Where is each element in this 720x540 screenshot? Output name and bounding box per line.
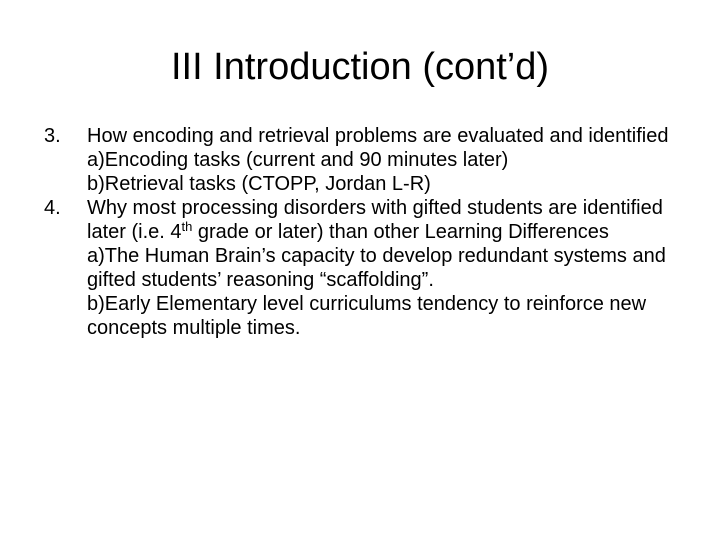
- sub-item-human-brain: a)The Human Brain’s capacity to develop redundant systems and gifted students’ reasoning “scaffolding”.: [87, 245, 666, 291]
- sub-item-encoding: a)Encoding tasks (current and 90 minutes later): [87, 149, 509, 171]
- slide-body: [44, 124, 704, 340]
- ordinal-superscript: th: [181, 219, 193, 234]
- list-item-text: [87, 196, 704, 244]
- list-number: 4.: [44, 197, 61, 219]
- text-after: grade or later) than other Learning Differences: [192, 221, 609, 243]
- list-item-4: [44, 196, 704, 340]
- text-before: Why most processing disorders with gifted students are identified later (i.e. 4: [87, 197, 663, 243]
- list-item-3: [44, 124, 704, 196]
- sub-item-early-elementary: b)Early Elementary level curriculums tendency to reinforce new concepts multiple times.: [87, 293, 647, 339]
- sub-item-retrieval: b)Retrieval tasks (CTOPP, Jordan L-R): [87, 173, 431, 195]
- slide-title: III Introduction (cont’d): [170, 46, 550, 88]
- list-number: 3.: [44, 125, 61, 147]
- list-item-text: How encoding and retrieval problems are evaluated and identified: [87, 125, 669, 147]
